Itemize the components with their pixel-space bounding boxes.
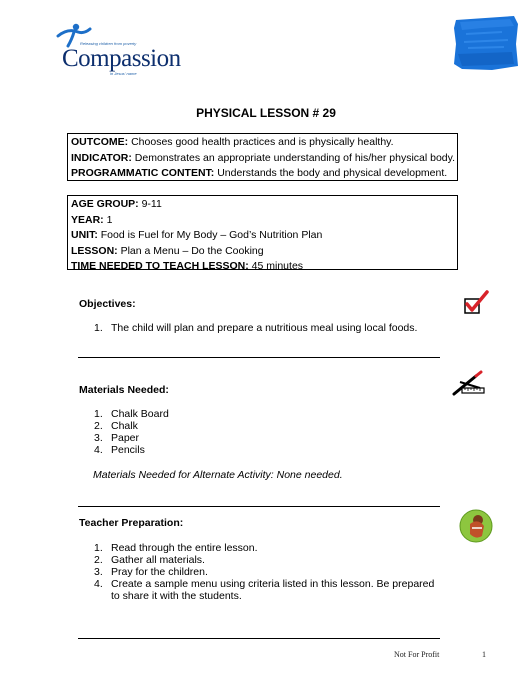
- programmatic-content-row: PROGRAMMATIC CONTENT: Understands the body and physical development.: [71, 167, 448, 179]
- list-item: 2. Gather all materials.: [94, 554, 205, 566]
- materials-title: Materials Needed:: [79, 384, 169, 396]
- unit-row: UNIT: Food is Fuel for My Body – God’s Nutrition Plan: [71, 229, 323, 241]
- objectives-title: Objectives:: [79, 298, 136, 310]
- objectives-list: [94, 322, 434, 334]
- pencil-ruler-icon: [450, 370, 486, 401]
- indicator-row: INDICATOR: Demonstrates an appropriate understanding of his/her physical body.: [71, 151, 456, 164]
- materials-list: [94, 408, 434, 456]
- divider: [78, 638, 440, 639]
- outcome-box: [67, 133, 458, 181]
- lesson-info-box: [67, 195, 458, 270]
- list-item: 1. The child will plan and prepare a nutritious meal using local foods.: [94, 322, 418, 334]
- page-title: PHYSICAL LESSON # 29: [196, 106, 336, 120]
- year-row: YEAR: 1: [71, 213, 113, 226]
- logo-brand: Compassion: [62, 45, 181, 72]
- divider: [78, 357, 440, 358]
- alternate-materials-note: Materials Needed for Alternate Activity: None needed.: [93, 469, 343, 481]
- logo-tagline-top: Releasing children from poverty: [80, 41, 137, 46]
- preparation-list: [94, 542, 439, 602]
- lesson-row: LESSON: Plan a Menu – Do the Cooking: [71, 244, 264, 257]
- list-item: 4. Create a sample menu using criteria listed in this lesson. Be prepared to share it with the students.: [94, 578, 435, 602]
- divider: [78, 506, 440, 507]
- age-group-row: AGE GROUP: 9-11: [71, 198, 162, 210]
- list-item: 2. Chalk: [94, 420, 138, 432]
- checkmark-box-icon: [462, 290, 490, 321]
- compassion-logo: [52, 22, 181, 76]
- footer-text: Not For Profit: [394, 650, 440, 659]
- list-item: 3. Pray for the children.: [94, 566, 208, 578]
- list-item: 1. Read through the entire lesson.: [94, 542, 258, 554]
- preparation-title: Teacher Preparation:: [79, 517, 184, 529]
- outcome-row: OUTCOME: Chooses good health practices and is physically healthy.: [71, 136, 394, 148]
- teacher-apple-icon: [458, 506, 494, 551]
- time-needed-row: TIME NEEDED TO TEACH LESSON: 45 minutes: [71, 260, 304, 272]
- list-item: 1. Chalk Board: [94, 408, 169, 420]
- list-item: 3. Paper: [94, 432, 140, 444]
- list-item: 4. Pencils: [94, 444, 145, 456]
- blue-paint-swatch: [452, 14, 520, 72]
- logo-tagline-bottom: in Jesus' name: [110, 71, 137, 76]
- page-number: 1: [482, 650, 486, 659]
